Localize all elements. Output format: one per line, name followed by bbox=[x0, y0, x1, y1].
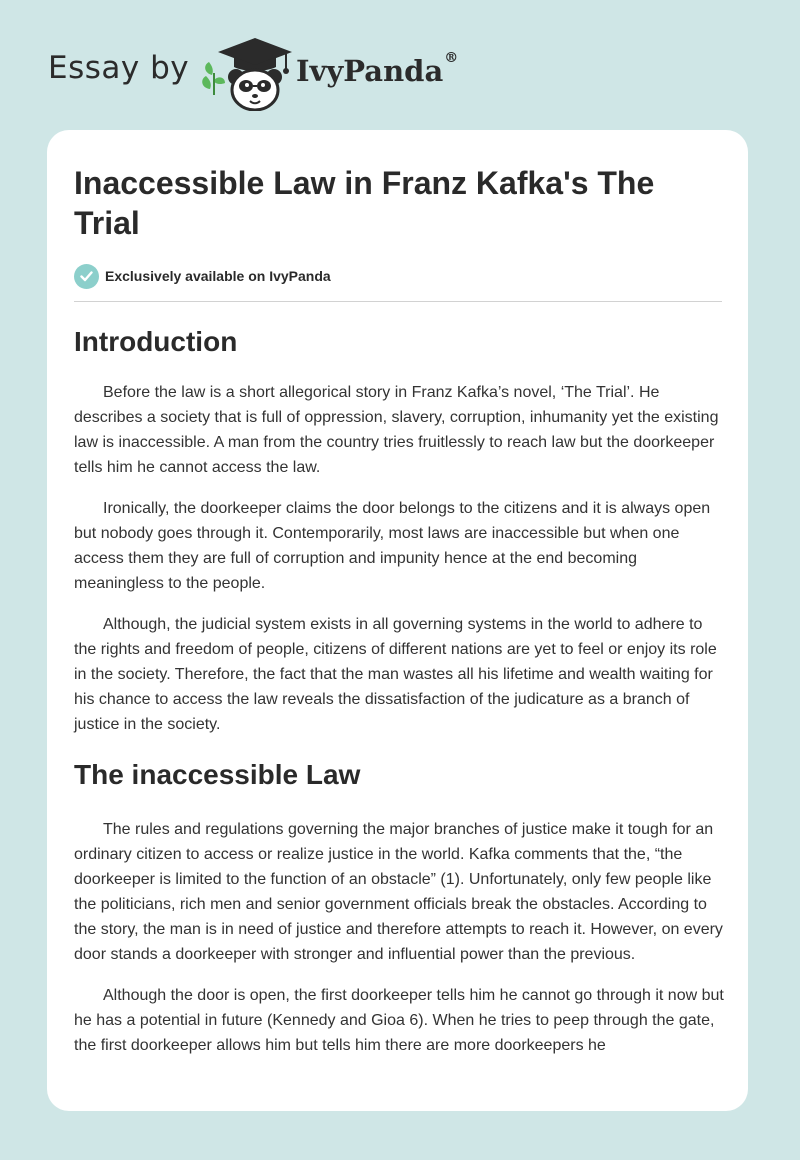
brand-name: IvyPanda bbox=[296, 54, 444, 88]
paragraph: Although the door is open, the first doorkeeper tells him he cannot go through it now but he has a potential in future (Kennedy and Gioa 6). When he tries to peep through the gate, the first doorkeeper allows him but tells him there are more doorkeepers he bbox=[74, 987, 724, 1054]
paragraph: The rules and regulations governing the major branches of justice make it tough for an ordinary citizen to access or realize justice in the world. Kafka comments that the, “the doorkeeper is limited to the function of an obstacle” (1). Unfortunately, only few people like the politicians, rich men and senior government officials break the obstacles. According to the story, the man is in need of justice and therefore attempts to reach it. However, on every door stands a doorkeeper with stronger and influential power than the previous. bbox=[74, 821, 723, 963]
article-content bbox=[74, 163, 724, 1058]
paragraph: Before the law is a short allegorical story in Franz Kafka’s novel, ‘The Trial’. He describes a society that is full of oppression, slavery, corruption, inhumanity yet the existing law is inaccessible. A man from the country tries fruitlessly to reach law but the doorkeeper tells him he cannot access the law. bbox=[74, 384, 719, 476]
check-circle-icon bbox=[74, 264, 99, 289]
ivy-leaf-icon bbox=[202, 62, 225, 95]
site-header bbox=[0, 0, 800, 120]
article-card bbox=[47, 130, 748, 1111]
exclusive-badge-label: Exclusively available on IvyPanda bbox=[105, 268, 331, 284]
brand-logo-text[interactable] bbox=[296, 50, 459, 88]
paragraph: Although, the judicial system exists in all governing systems in the world to adhere to the rights and freedom of people, citizens of different nations are yet to feel or enjoy its role in the society. Therefore, the fact that the man wastes all his lifetime and wealth waiting for his chance to access the law reveals the dissatisfaction of the judicature as a branch of justice in the society. bbox=[74, 616, 717, 733]
article-title: Inaccessible Law in Franz Kafka's The Trial bbox=[74, 165, 655, 241]
essay-by-label: Essay by bbox=[48, 50, 190, 86]
registered-mark: ® bbox=[444, 50, 459, 66]
section-heading-introduction: Introduction bbox=[74, 326, 238, 357]
section-heading-inaccessible-law: The inaccessible Law bbox=[74, 759, 361, 790]
divider bbox=[74, 301, 722, 302]
exclusive-badge bbox=[74, 263, 724, 289]
panda-graduate-icon[interactable] bbox=[198, 35, 294, 111]
paragraph: Ironically, the doorkeeper claims the door belongs to the citizens and it is always open but nobody goes through it. Contemporarily, most laws are inaccessible but when one access them they are full of corruption and impunity hence at the end becoming meaningless to the people. bbox=[74, 500, 711, 592]
